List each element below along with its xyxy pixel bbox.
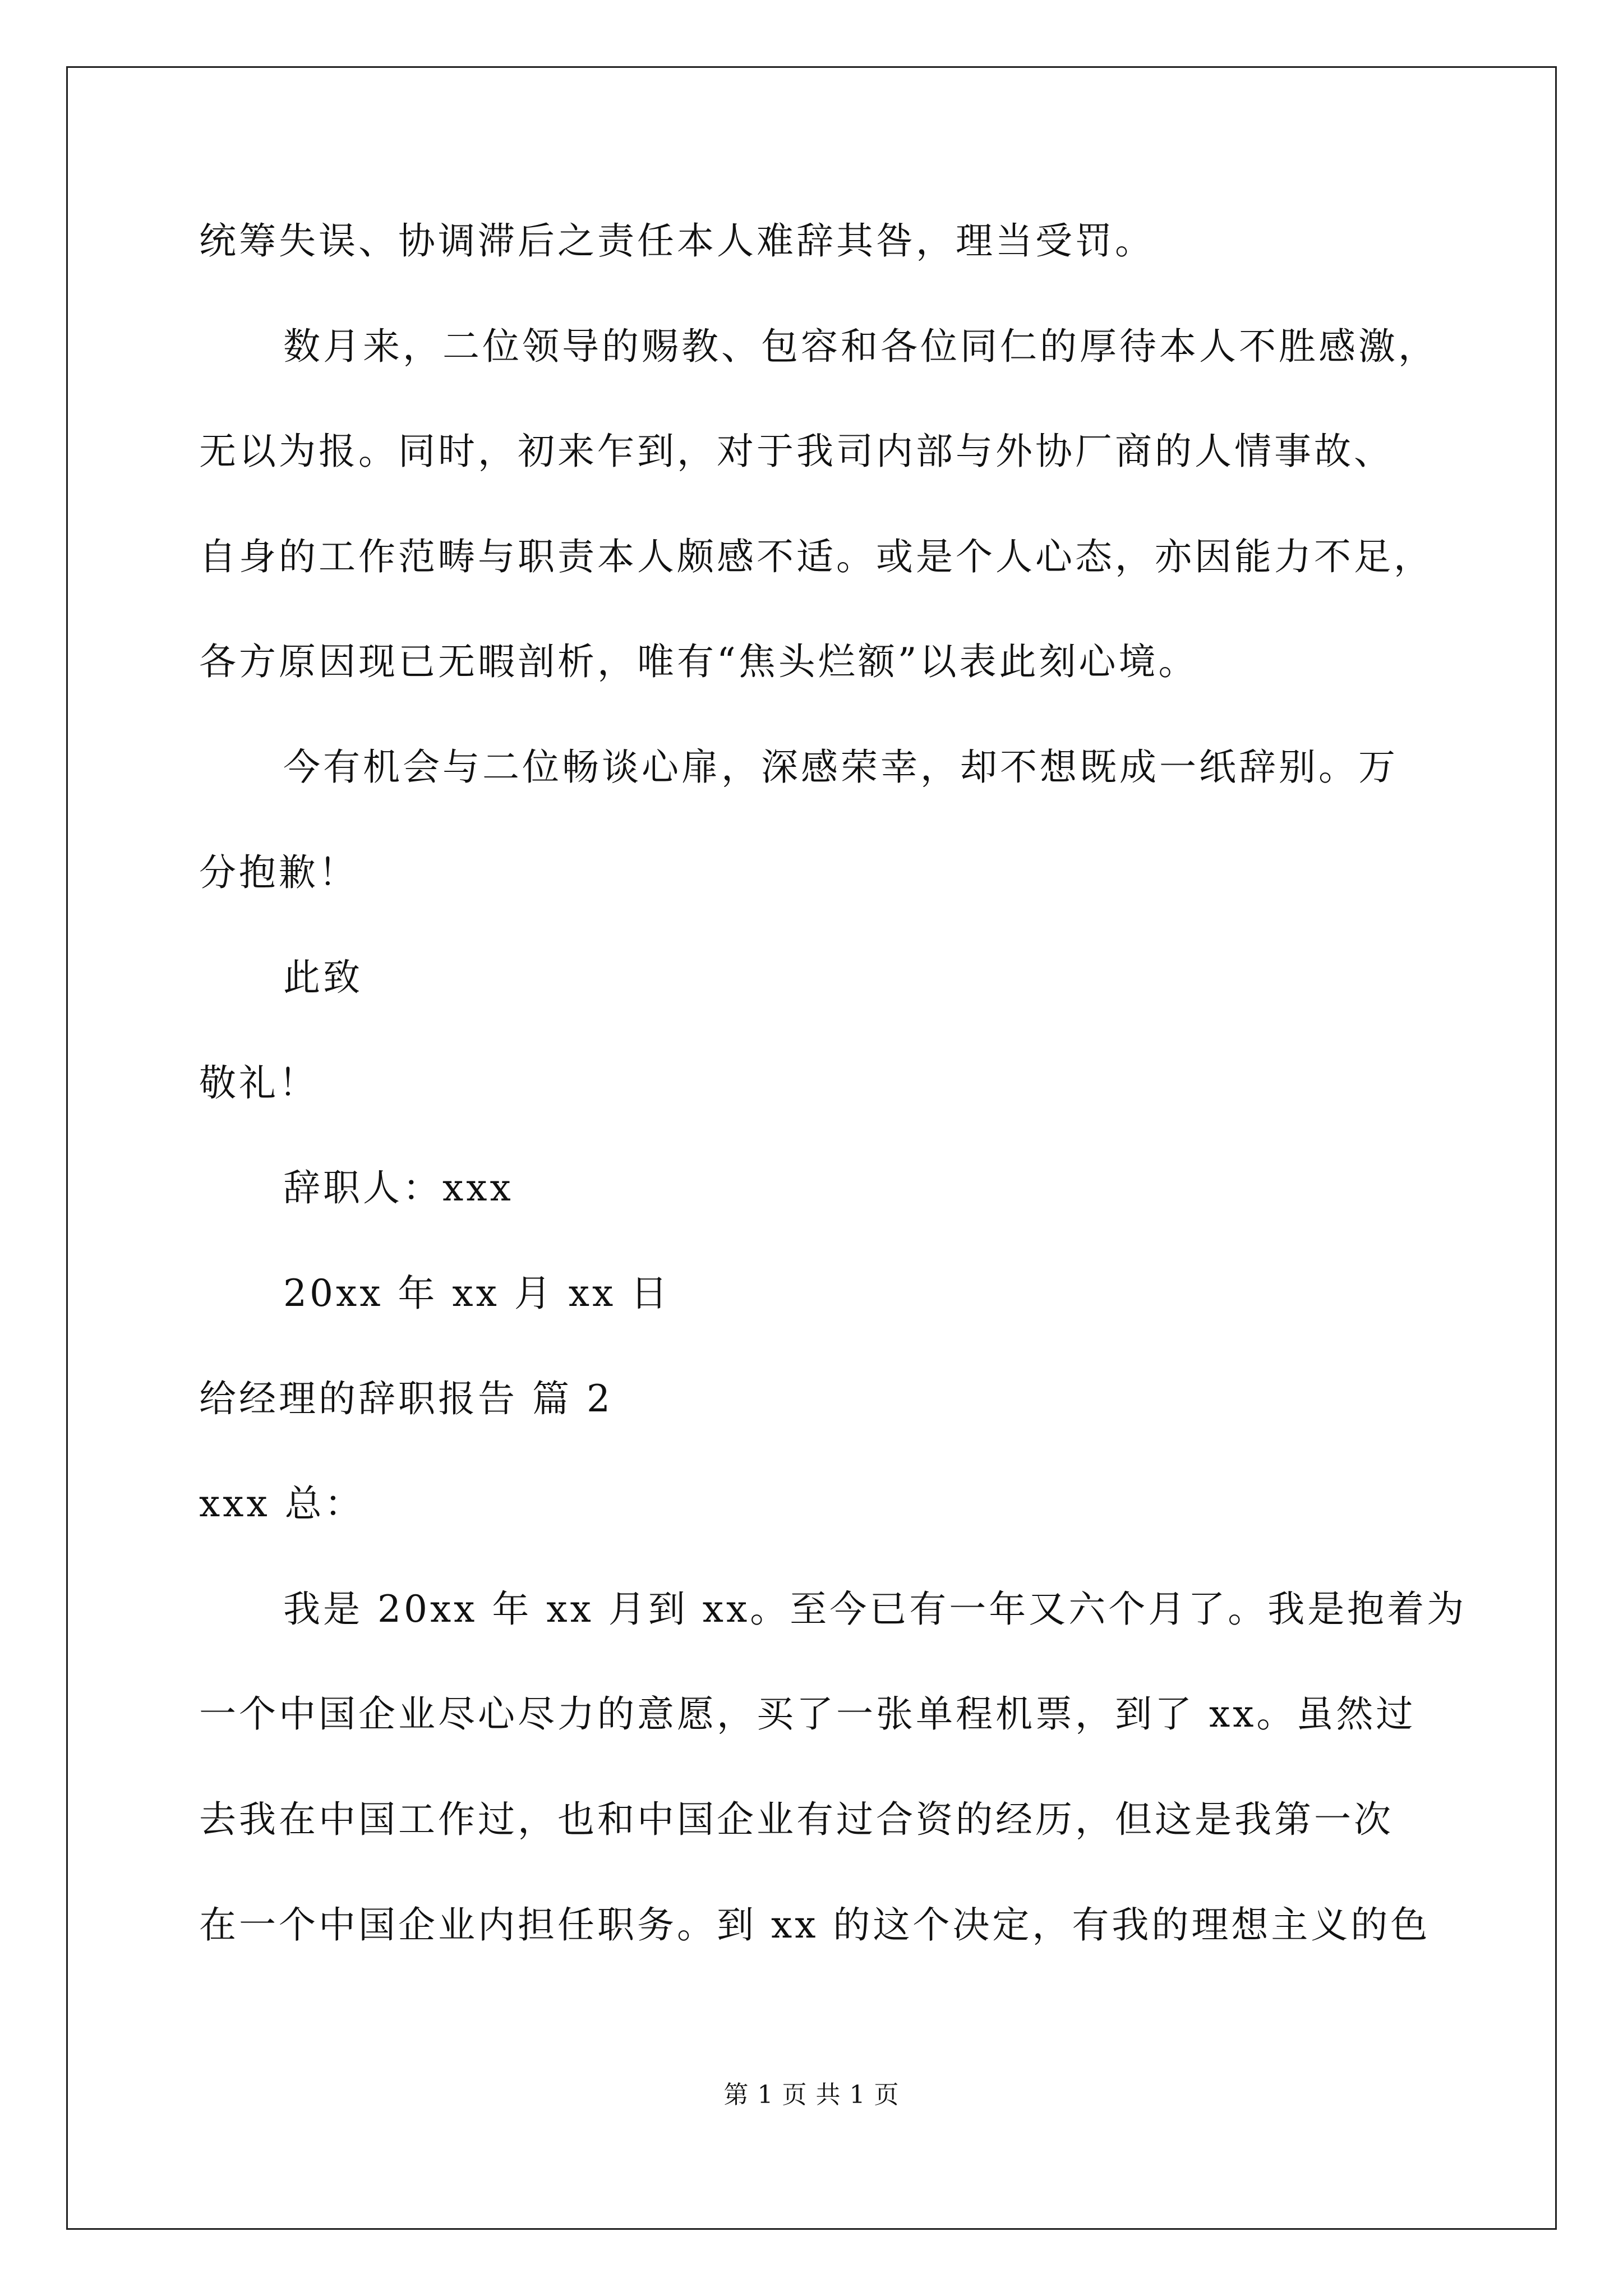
paragraph-line: 今有机会与二位畅谈心扉，深感荣幸，却不想既成一纸辞别。万 [283, 746, 1398, 789]
closing-regards: 敬礼！ [199, 1061, 319, 1105]
signature-line: 辞职人：xxx [283, 1166, 514, 1209]
paragraph-line: 在一个中国企业内担任职务。到 xx 的这个决定，有我的理想主义的色 [199, 1903, 1431, 1947]
paragraph-line: 去我在中国工作过，也和中国企业有过合资的经历，但这是我第一次 [199, 1798, 1394, 1841]
date-line: 20xx 年 xx 月 xx 日 [283, 1272, 671, 1315]
closing-salutation: 此致 [283, 956, 363, 999]
paragraph-line: 无以为报。同时，初来乍到，对于我司内部与外协厂商的人情事故、 [199, 430, 1394, 473]
paragraph-line: 各方原因现已无暇剖析，唯有“焦头烂额”以表此刻心境。 [199, 640, 1198, 683]
paragraph-line: 统筹失误、协调滞后之责任本人难辞其咎，理当受罚。 [199, 219, 1155, 263]
paragraph-line: 自身的工作范畴与职责本人颇感不适。或是个人心态，亦因能力不足， [199, 535, 1433, 578]
paragraph-line: 一个中国企业尽心尽力的意愿，买了一张单程机票，到了 xx。虽然过 [199, 1692, 1416, 1736]
paragraph-line: 数月来，二位领导的赐教、包容和各位同仁的厚待本人不胜感激， [283, 325, 1438, 368]
addressee-line: xxx 总： [199, 1482, 365, 1525]
paragraph-line: 分抱歉！ [199, 851, 358, 894]
section-heading: 给经理的辞职报告 篇 2 [199, 1377, 613, 1420]
paragraph-line: 我是 20xx 年 xx 月到 xx。至今已有一年又六个月了。我是抱着为 [283, 1588, 1467, 1631]
page-footer: 第 1 页 共 1 页 [723, 2081, 900, 2109]
